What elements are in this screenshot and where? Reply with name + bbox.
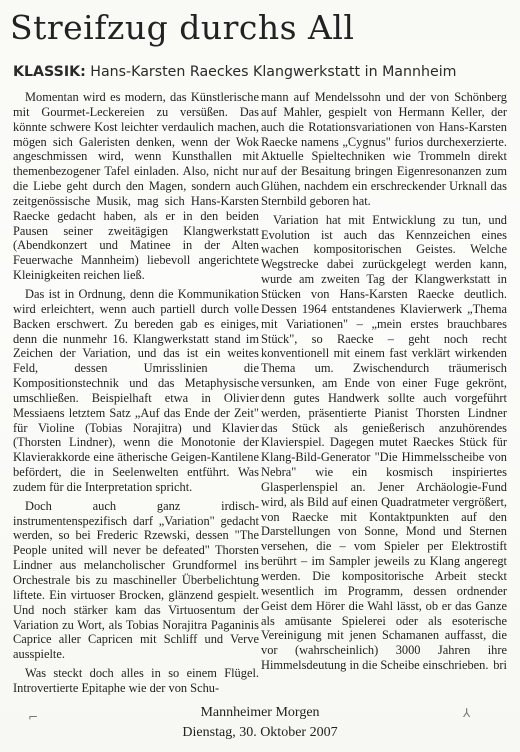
article-paragraph-continuation: mann auf Mendelssohn und der von Schönberg auf Mahler, gespielt von Hermann Keller, der auch die Rotationsvariationen von Hans-Karsten Raecke namens „Cygnus" furios durchexerzierte. Aktuelle Spieltechniken wie Trommeln direkt auf der Besaitung bringen Eigenresonanzen zum Glühen, nachdem ein erschreckender Urknall das Sternbild geboren hat.: [261, 90, 507, 208]
source-date: Dienstag, 30. Oktober 2007: [182, 725, 338, 740]
article-paragraph: Momentan wird es modern, das Künstlerische mit Gourmet-Leckereien zu versüßen. Das könnte schwere Kost leichter verdaulich machen, mögen sich Galeristen denken, wenn der Wok angeschmissen wird, wenn Kunsthallen mit themenbezogener Tafel einladen. Also, nicht nur die Liebe geht durch den Magen, sondern auch zeitgenössische Musik, mag sich Hans-Karsten Raecke gedacht haben, als er in den beiden Pausen seiner zweitägigen Klangwerkstatt (Abendkonzert und Matinee in der Alten Feuerwache Mannheim) liebevoll angerichtete Kleinigkeiten reichen ließ.: [13, 90, 259, 283]
article-subheadline-text: Hans-Karsten Raeckes Klangwerkstatt in Mannheim: [90, 64, 457, 80]
source-newspaper: Mannheimer Morgen: [200, 705, 320, 720]
author-initials: bri: [493, 657, 507, 672]
article-column-right: [261, 90, 507, 677]
article-paragraph: Doch auch ganz irdisch-instrumentenspezifisch darf „Variation" gedacht werden, so bei Frederic Rzewski, dessen "The People united will never be defeated" Thorsten Lindner aus melancholischer Grundformel ins Orchestrale bis zu maschineller Überbelichtung liftete. Ein virtuoser Brocken, glänzend gespielt. Und noch stärker kam das Virtuosentum der Variation zu Wort, als Tobias Norajitra Paganinis Caprice aller Capricen mit Schliff und Verve ausspielte.: [13, 498, 259, 662]
article-kicker: KLASSIK:: [13, 64, 86, 80]
scan-mark: ⌐: [28, 710, 39, 724]
article-subheadline: [13, 63, 513, 81]
article-headline: Streifzug durchs All: [10, 8, 355, 47]
article-paragraph: Das ist in Ordnung, denn die Kommunikation wird erleichtert, wenn auch partiell durch volle Backen erschwert. Zu bereden gab es einiges, denn die nunmehr 16. Klangwerkstatt stand im Zeichen der Variation, und das ist ein weites Feld, dessen Umrisslinien die Kompositionstechnik und das Metaphysische umschließen. Beispielhaft etwa in Olivier Messiaens letztem Satz „Auf das Ende der Zeit" für Violine (Tobias Norajitra) und Klavier (Thorsten Lindner), wenn die Monotonie der Klavierakkorde eine ätherische Geigen-Kantilene befördert, die in Seelenwelten entführt. Was zudem für die Interpretation spricht.: [13, 286, 259, 494]
article-paragraph: Was steckt doch alles in so einem Flügel. Introvertierte Epitaphe wie der von Schu-: [13, 666, 259, 695]
scan-mark: ⅄: [463, 706, 471, 720]
article-column-left: [13, 90, 259, 700]
article-paragraph: Variation hat mit Entwicklung zu tun, und Evolution ist auch das Kennzeichen eines wachen kompositorischen Geistes. Welche Wegstrecke dabei zurückgelegt werden kann, wurde am zweiten Tag der Klangwerkstatt in Stücken von Hans-Karsten Raecke deutlich. Dessen 1964 entstandenes Klavierwerk „Thema mit Variationen" – „mein erstes brauchbares Stück", so Raecke – geht noch recht konventionell mit einem fast verklärt wirkenden Thema um. Zwischendurch träumerisch versunken, am Ende von einer Fuge gekrönt, denn gutes Handwerk sollte auch vorgeführt werden, präsentierte Pianist Thorsten Lindner das Stück als genießerisch anzuhörendes Klavierspiel. Dagegen mutet Raeckes Stück für Klang-Bild-Generator "Die Himmelsscheibe von Nebra" wie ein kosmisch inspiriertes Glasperlenspiel an. Jener Archäologie-Fund wird, als Bild auf einen Quadratmeter vergrößert, von Raecke mit Kontaktpunkten auf den Darstellungen von Sonne, Mond und Sternen versehen, die – vom Spieler per Elektrostift berührt – im Sampler jeweils zu Klang angeregt werden. Die kompositorische Arbeit steckt wesentlich im Programm, dessen ordnender Geist dem Hörer die Wahl lässt, ob er das Ganze als amüsante Spielerei oder als esoterische Vereinigung mit jenen Schamanen auffasst, die vor (wahrscheinlich) 3000 Jahren ihre Himmelsdeutung in die Scheibe einschrieben.: [261, 212, 507, 673]
